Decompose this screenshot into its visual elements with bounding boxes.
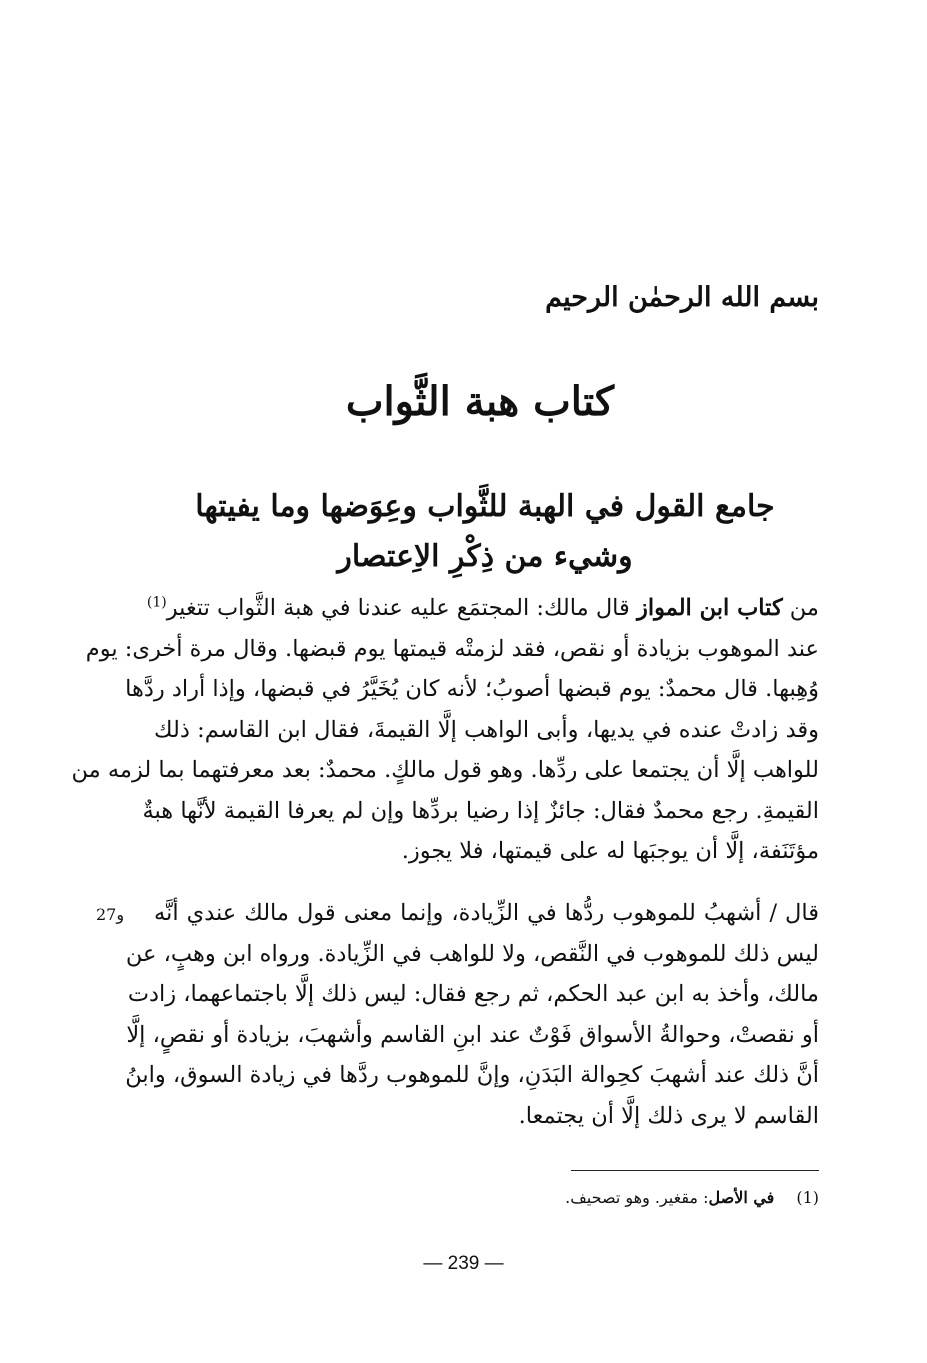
chapter-title <box>140 482 830 582</box>
paragraph-1-line-4: وقد زادتْ عنده في يديها، وأبى الواهب إلَّا القيمةَ، فقال ابن القاسم: ذلك <box>154 716 819 743</box>
paragraph-2-line-1: قال / أشهبُ للموهوب ردُّها في الزِّيادة، وإنما معنى قول مالك عندي أنَّه <box>154 900 819 926</box>
footnote-number: (1) <box>796 1188 819 1207</box>
paragraph-1-prefix: من <box>782 595 819 621</box>
manuscript-folio-note: 27و <box>96 905 125 924</box>
paragraph-2-line-2: ليس ذلك للموهوب في النَّقص، ولا للواهب في الزِّيادة. ورواه ابن وهبٍ، عن <box>125 940 819 967</box>
chapter-title-line-2: وشيء من ذِكْرِ الاِعتصار <box>337 539 633 574</box>
paragraph-1-line-5: للواهب إلَّا أن يجتمعا على ردِّها. وهو قول مالكٍ. محمدٌ: بعد معرفتهما بما لزمه من <box>71 757 819 783</box>
footnote-divider <box>571 1170 819 1171</box>
paragraph-1-line-3: وُهِبها. قال محمدٌ: يوم قبضها أصوبُ؛ لأنه كان يُخَيَّرُ في قبضها، وإذا أراد ردَّها <box>125 676 819 702</box>
paragraph-1-line-7: مؤتَنَفة، إلَّا أن يوجبَها له على قيمتها، فلا يجوز. <box>401 838 819 864</box>
paragraph-2-line-3: مالك، وأخذ به ابن عبد الحكم، ثم رجع فقال: ليس ذلك إلَّا باجتماعهما، زادت <box>127 981 819 1007</box>
source-reference: كتاب ابن المواز <box>636 595 783 621</box>
footnote-label: في الأصل <box>708 1188 775 1207</box>
paragraph-2-line-5: أنَّ ذلك عند أشهبَ كحِوالة البَدَنِ، وإنَّ للموهوب ردَّها في زيادة السوق، وابنُ <box>125 1062 819 1088</box>
paragraph-1-line-6: القيمةِ. رجع محمدٌ فقال: جائزٌ إذا رضيا بردِّها وإن لم يعرفا القيمة لأنَّها هبةٌ <box>142 797 819 824</box>
paragraph-2 <box>125 893 819 1136</box>
paragraph-1 <box>71 588 819 872</box>
footnote-reference: (1) <box>146 594 167 611</box>
paragraph-1-line-1-text: قال مالك: المجتمَع عليه عندنا في هبة الثَّواب تتغير <box>166 595 637 621</box>
paragraph-1-line-2: عند الموهوب بزيادة أو نقص، فقد لزمتْه قيمتها يوم قبضها. وقال مرة أخرى: يوم <box>85 635 819 662</box>
footnote-text: : مقغير. وهو تصحيف. <box>565 1188 709 1207</box>
basmala: بسم الله الرحمٰن الرحيم <box>545 282 819 313</box>
paragraph-1-line-1 <box>146 588 819 629</box>
book-title: كتاب هبة الثَّواب <box>345 378 615 425</box>
paragraph-2-line-6: القاسم لا يرى ذلك إلَّا أن يجتمعا. <box>518 1102 819 1129</box>
chapter-title-line-1: جامع القول في الهبة للثَّواب وعِوَضها وما يفيتها <box>195 489 775 524</box>
paragraph-2-line-4: أو نقصتْ، وحوالةُ الأسواق فَوْتٌ عند ابنِ القاسم وأشهبَ، بزيادة أو نقصٍ، إلَّا <box>126 1021 819 1048</box>
footnote <box>319 1184 819 1212</box>
page-number: — 239 — <box>423 1253 504 1274</box>
